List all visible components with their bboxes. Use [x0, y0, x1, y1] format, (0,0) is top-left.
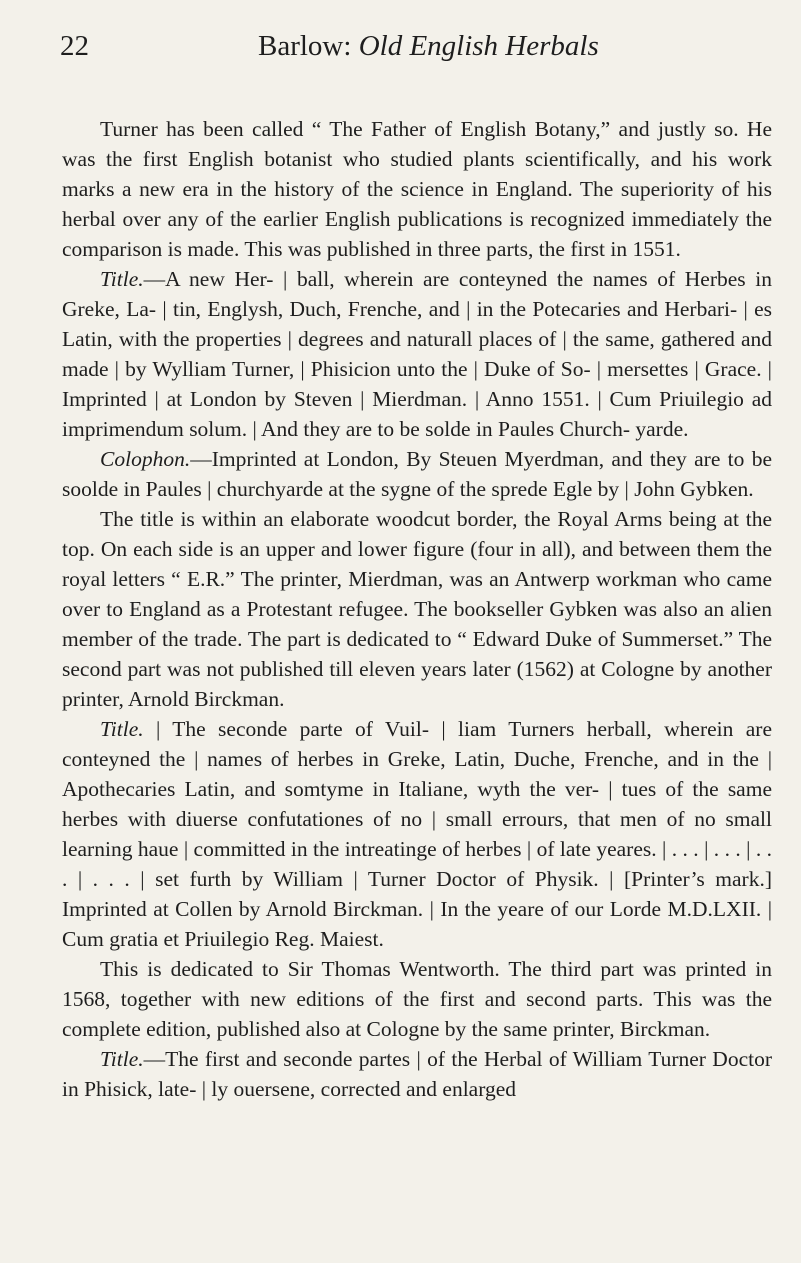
running-head: [258, 30, 599, 63]
paragraph: This is dedicated to Sir Thomas Wentworth. The third part was printed in 1568, together with new editions of the first and second parts. This was the complete edition, published also at Cologne by the same printer, Birckman.: [62, 957, 772, 1041]
paragraph-title-complete-edition: Title.—The first and seconde partes | of the Herbal of William Turner Doctor in Phisick, late- | ly ouersene, corrected and enlarged: [62, 1047, 772, 1101]
paragraph-title-second-part: Title. | The seconde parte of Vuil- | liam Turners herball, wherein are conteyned the | names of herbes in Greke, Latin, Duche, Frenche, and in the | Apothecaries Latin, and somtyme in Italiane, wyth the ver- | tues of the same herbes with diuerse confutationes of no | small errours, that men of no small learning haue | committed in the intreatinge of herbes | of late yeares. | . . . | . . . | . . . | . . . | set furth by William | Turner Doctor of Physik. | [Printer’s mark.] Imprinted at Collen by Arnold Birckman. | In the yeare of our Lorde M.D.LXII. | Cum gratia et Priuilegio Reg. Maiest.: [62, 717, 772, 951]
running-header: [0, 22, 801, 62]
author-name: Barlow: [258, 30, 344, 62]
paragraph-lead: Title.: [100, 1047, 144, 1071]
paragraph-title-first-part: Title.—A new Her- | ball, wherein are conteyned the names of Herbes in Greke, La- | tin, Englysh, Duch, Frenche, and | in the Potecaries and Herbari- | es Latin, with the properties | degrees and naturall places of | the same, gathered and made | by Wylliam Turner, | Phisicion unto the | Duke of So- | mersettes | Grace. | Imprinted | at London by Steven | Mierdman. | Anno 1551. | Cum Priuilegio ad imprimendum solum. | And they are to be solde in Paules Church- yarde.: [62, 267, 772, 441]
body-text: [62, 114, 772, 1104]
paragraph-lead: Title.: [100, 267, 144, 291]
paragraph-lead: Colophon.: [100, 447, 191, 471]
paragraph: The title is within an elaborate woodcut border, the Royal Arms being at the top. On each side is an upper and lower figure (four in all), and between them the royal letters “ E.R.” The printer, Mierdman, was an Antwerp workman who came over to England as a Protestant refugee. The bookseller Gybken was also an alien member of the trade. The part is dedicated to “ Edward Duke of Summerset.” The second part was not published till eleven years later (1562) at Cologne by another printer, Arnold Birckman.: [62, 507, 772, 711]
header-separator: :: [343, 30, 359, 62]
book-title: Old English Herbals: [358, 30, 599, 62]
paragraph-lead: Title.: [100, 717, 144, 741]
paragraph: Turner has been called “ The Father of English Botany,” and justly so. He was the first English botanist who studied plants scientifically, and his work marks a new era in the history of the science in England. The superiority of his herbal over any of the earlier English publications is recognized immediately the comparison is made. This was published in three parts, the first in 1551.: [62, 117, 772, 261]
page-number: 22: [60, 30, 89, 62]
paragraph-colophon: Colophon.—Imprinted at London, By Steuen Myerdman, and they are to be soolde in Paules | churchyarde at the sygne of the sprede Egle by | John Gybken.: [62, 447, 772, 501]
